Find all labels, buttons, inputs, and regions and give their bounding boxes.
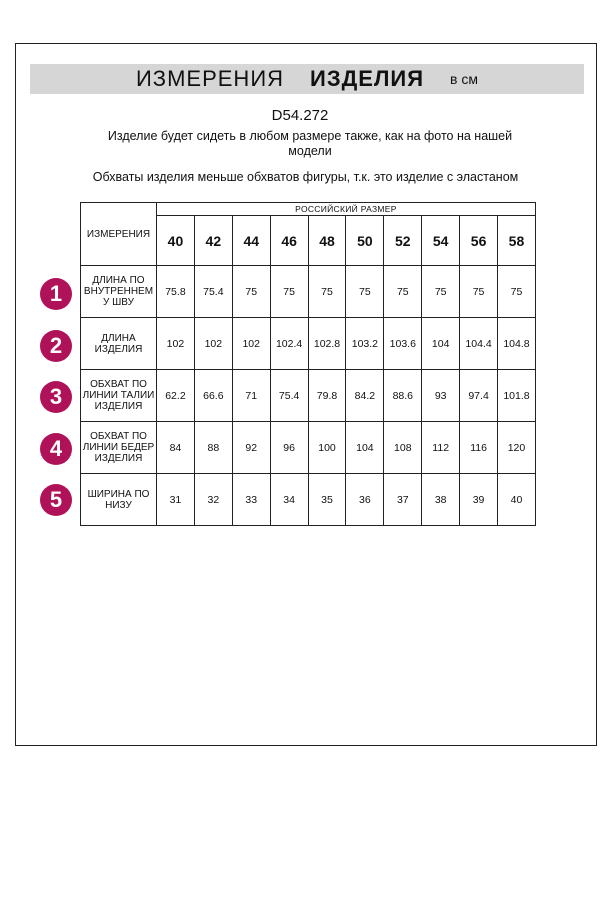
value-cell: 71 — [232, 370, 270, 422]
value-cell: 75 — [346, 266, 384, 318]
value-cell: 66.6 — [194, 370, 232, 422]
value-cell: 75.4 — [194, 266, 232, 318]
row-label: ОБХВАТ ПО ЛИНИИ БЕДЕР ИЗДЕЛИЯ — [81, 422, 157, 474]
value-cell: 33 — [232, 474, 270, 526]
value-cell: 101.8 — [498, 370, 536, 422]
value-cell: 32 — [194, 474, 232, 526]
size-header: 44 — [232, 216, 270, 266]
row-number-badge: 1 — [40, 278, 72, 310]
value-cell: 31 — [157, 474, 195, 526]
value-cell: 92 — [232, 422, 270, 474]
row-number-badge: 5 — [40, 484, 72, 516]
size-header: 58 — [498, 216, 536, 266]
value-cell: 75 — [422, 266, 460, 318]
article-code: D54.272 — [271, 107, 329, 124]
value-cell: 104.8 — [498, 318, 536, 370]
value-cell: 116 — [460, 422, 498, 474]
value-cell: 104 — [346, 422, 384, 474]
value-cell: 79.8 — [308, 370, 346, 422]
girth-note: Обхваты изделия меньше обхватов фигуры, т.к. это изделие с эластаном — [92, 170, 519, 184]
unit-label: в см — [450, 71, 478, 87]
value-cell: 75.4 — [270, 370, 308, 422]
value-cell: 96 — [270, 422, 308, 474]
value-cell: 88.6 — [384, 370, 422, 422]
value-cell: 102 — [194, 318, 232, 370]
value-cell: 40 — [498, 474, 536, 526]
size-header: 56 — [460, 216, 498, 266]
value-cell: 93 — [422, 370, 460, 422]
table-row — [81, 422, 536, 474]
value-cell: 100 — [308, 422, 346, 474]
row-number-badge: 3 — [40, 381, 72, 413]
row-label: ШИРИНА ПО НИЗУ — [81, 474, 157, 526]
value-cell: 104.4 — [460, 318, 498, 370]
title-bold: ИЗДЕЛИЯ — [310, 66, 425, 91]
value-cell: 88 — [194, 422, 232, 474]
value-cell: 104 — [422, 318, 460, 370]
title-regular: ИЗМЕРЕНИЯ — [135, 66, 285, 91]
row-label: ДЛИНА ПО ВНУТРЕННЕМ У ШВУ — [81, 266, 157, 318]
value-cell: 102.4 — [270, 318, 308, 370]
measurements-header: ИЗМЕРЕНИЯ — [81, 203, 157, 266]
size-header: 48 — [308, 216, 346, 266]
size-header: 50 — [346, 216, 384, 266]
value-cell: 75 — [498, 266, 536, 318]
value-cell: 38 — [422, 474, 460, 526]
size-header: 46 — [270, 216, 308, 266]
row-label: ОБХВАТ ПО ЛИНИИ ТАЛИИ ИЗДЕЛИЯ — [81, 370, 157, 422]
row-label: ДЛИНА ИЗДЕЛИЯ — [81, 318, 157, 370]
value-cell: 62.2 — [157, 370, 195, 422]
value-cell: 35 — [308, 474, 346, 526]
fit-note: Изделие будет сидеть в любом размере также, как на фото на нашей модели — [107, 129, 513, 158]
size-header: 40 — [157, 216, 195, 266]
size-header: 52 — [384, 216, 422, 266]
value-cell: 75 — [232, 266, 270, 318]
value-cell: 75 — [308, 266, 346, 318]
size-group-row — [81, 203, 536, 216]
value-cell: 34 — [270, 474, 308, 526]
value-cell: 75.8 — [157, 266, 195, 318]
value-cell: 112 — [422, 422, 460, 474]
value-cell: 37 — [384, 474, 422, 526]
table-row — [81, 370, 536, 422]
value-cell: 75 — [460, 266, 498, 318]
value-cell: 102.8 — [308, 318, 346, 370]
size-table — [80, 202, 536, 526]
value-cell: 102 — [232, 318, 270, 370]
row-number-badge: 4 — [40, 433, 72, 465]
size-group-header: РОССИЙСКИЙ РАЗМЕР — [157, 203, 536, 216]
value-cell: 84 — [157, 422, 195, 474]
value-cell: 84.2 — [346, 370, 384, 422]
title-banner — [30, 64, 584, 94]
value-cell: 39 — [460, 474, 498, 526]
value-cell: 103.6 — [384, 318, 422, 370]
value-cell: 103.2 — [346, 318, 384, 370]
value-cell: 120 — [498, 422, 536, 474]
value-cell: 97.4 — [460, 370, 498, 422]
size-header: 54 — [422, 216, 460, 266]
row-number-badge: 2 — [40, 330, 72, 362]
table-row — [81, 266, 536, 318]
value-cell: 108 — [384, 422, 422, 474]
value-cell: 36 — [346, 474, 384, 526]
value-cell: 102 — [157, 318, 195, 370]
value-cell: 75 — [384, 266, 422, 318]
table-row — [81, 318, 536, 370]
value-cell: 75 — [270, 266, 308, 318]
size-header: 42 — [194, 216, 232, 266]
table-row — [81, 474, 536, 526]
